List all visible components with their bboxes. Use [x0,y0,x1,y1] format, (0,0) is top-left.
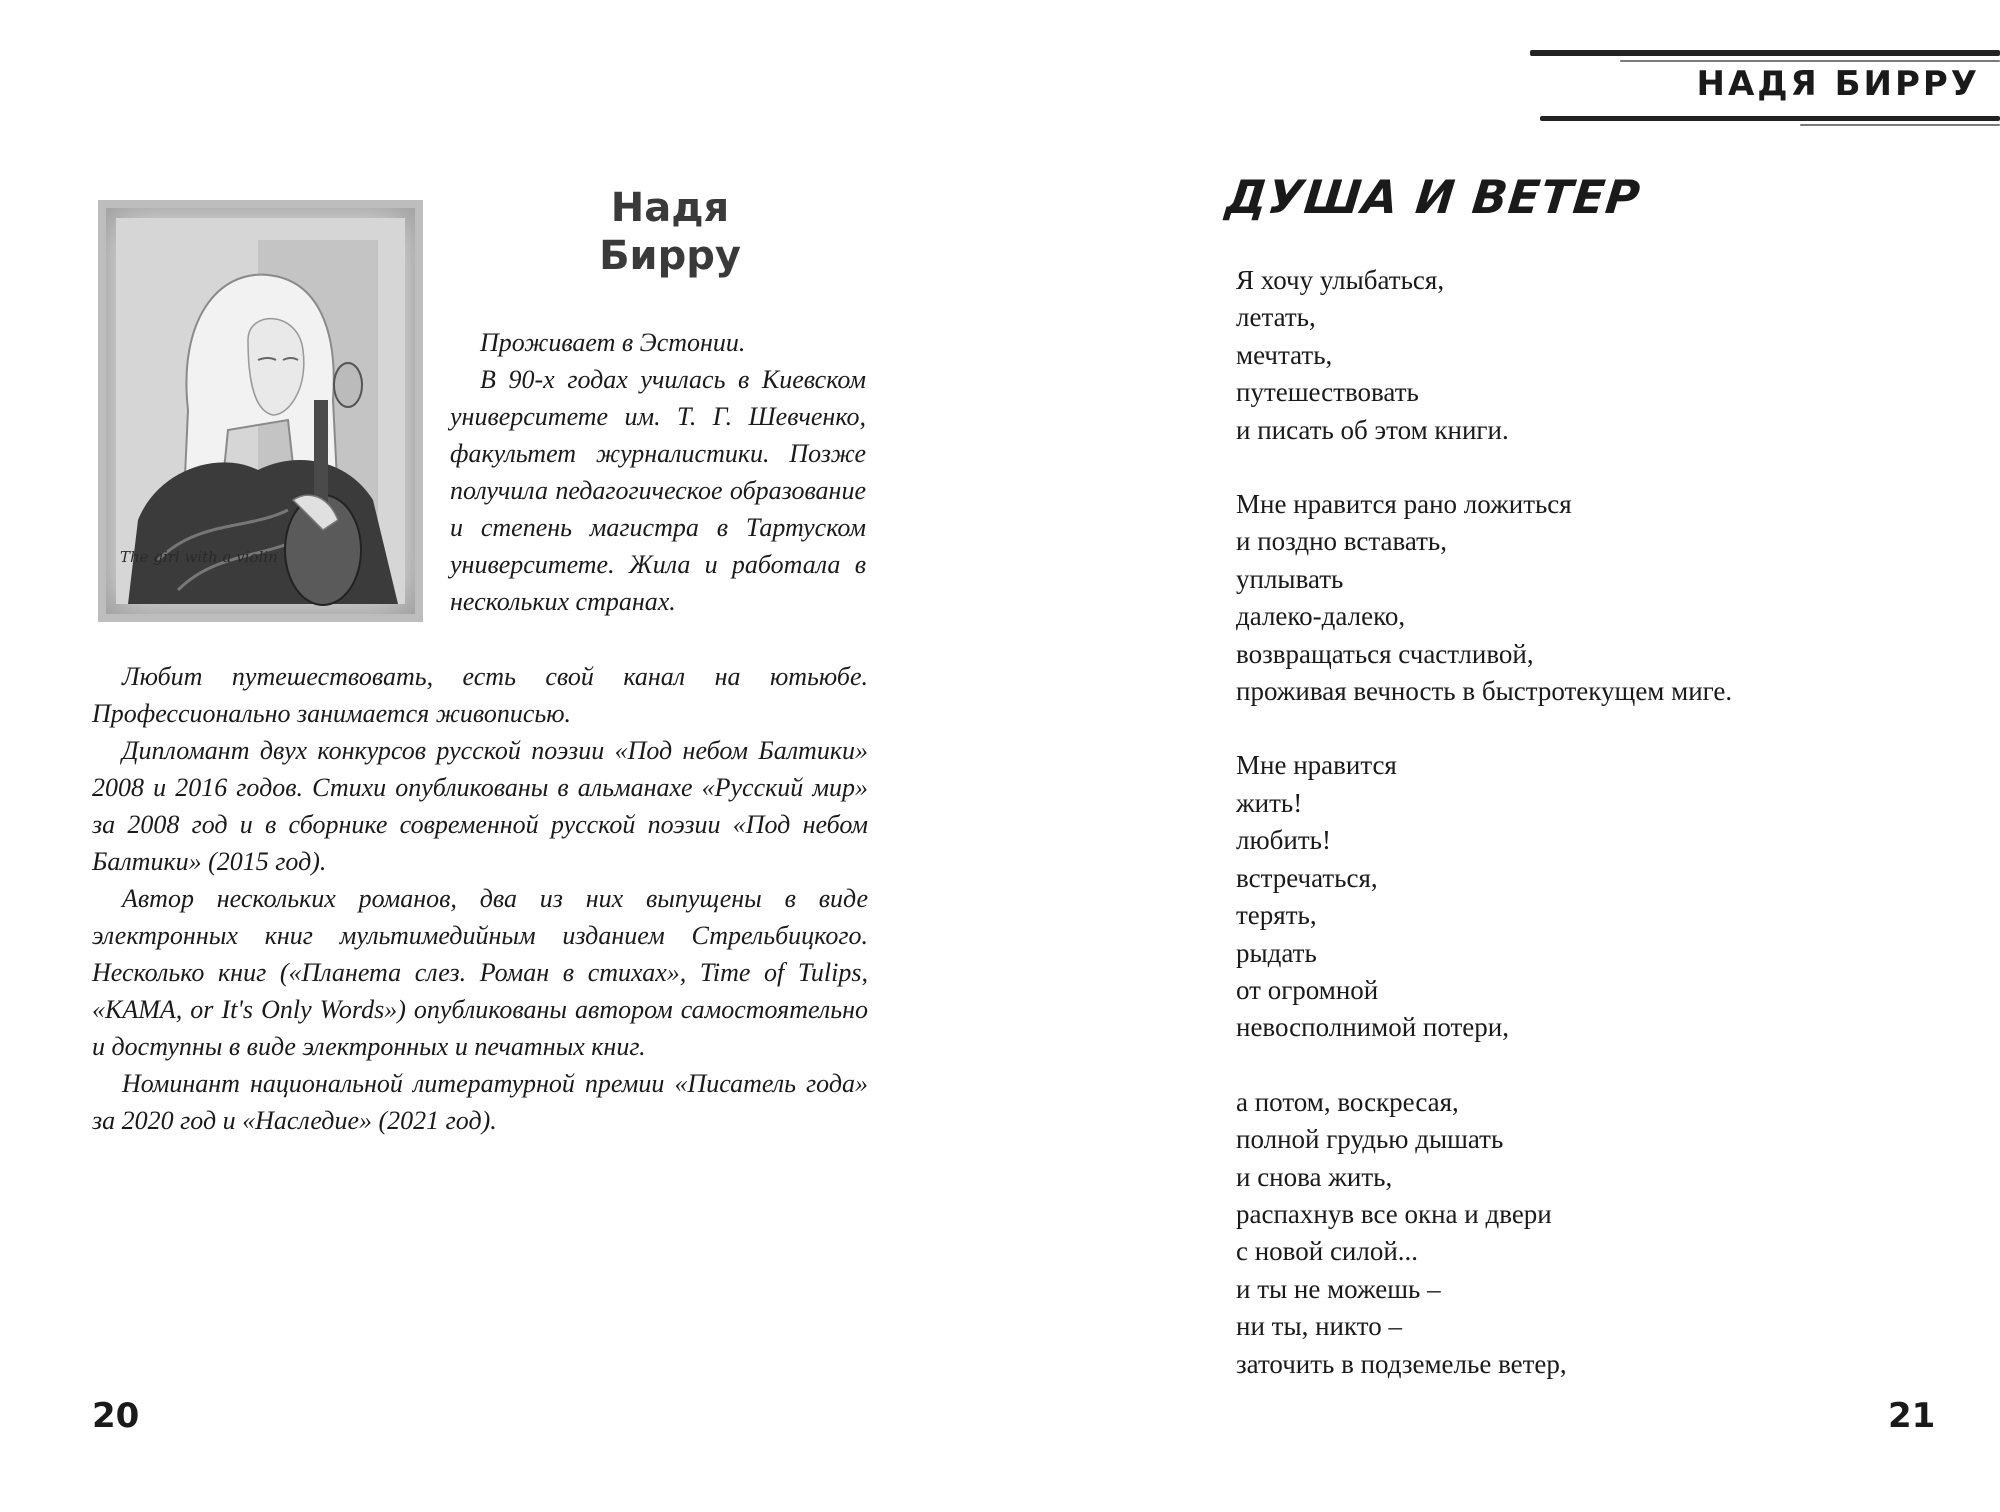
poem-line: встречаться, [1236,862,1378,893]
author-portrait [98,200,423,622]
poem-line: Мне нравится рано ложиться [1236,489,1572,520]
poem-line: проживая вечность в быстротекущем миге. [1236,676,1733,707]
poem-line: Я хочу улыбаться, [1236,265,1445,295]
poem-line: рыдать [1236,937,1317,968]
poem-line: Мне нравится [1236,750,1397,781]
poem-stanza [1236,486,1936,710]
poem-stanza [1236,1084,1936,1383]
poem-line: с новой силой... [1236,1236,1419,1267]
poem-line: уплывать [1236,563,1344,594]
author-name-heading [520,184,820,280]
bio-intro [450,324,866,620]
poem-line: возвращаться счастливой, [1236,638,1534,669]
poem-line: полной грудью дышать [1236,1124,1504,1155]
poem-line: невосполнимой потери, [1236,1012,1509,1043]
poem-line: и писать об этом книги. [1236,414,1509,445]
poem-line: и поздно вставать, [1236,526,1447,557]
bio-continued [92,658,868,1139]
poem-line: ни ты, никто – [1236,1311,1402,1342]
poem-title: ДУША И ВЕТЕР [1223,170,1644,224]
poem-line: от огромной [1236,974,1379,1005]
poem-line: терять, [1236,900,1317,931]
bio-paragraph: Номинант национальной литературной премии «Писатель года» за 2020 год и «Наследие» (2021 год). [92,1069,868,1135]
poem-line: заточить в подземелье ветер, [1236,1348,1567,1379]
poem-line: и снова жить, [1236,1161,1393,1192]
poem-stanza [1236,747,1936,1046]
poem-line: и ты не можешь – [1236,1273,1441,1304]
poem-line: летать, [1236,302,1316,333]
poem-stanza [1236,262,1936,449]
poem-line: путешествовать [1236,377,1419,408]
portrait-caption: The girl with a violin [120,548,278,566]
poem-line: распахнув все окна и двери [1236,1198,1552,1229]
poem-body [1236,262,1936,1420]
page-number-left: 20 [92,1396,140,1436]
poem-line: а потом, воскресая, [1236,1086,1459,1117]
bio-paragraph: Любит путешествовать, есть свой канал на ютьюбе. Профессионально занимается живописью. [92,662,868,728]
bio-paragraph: Проживает в Эстонии. [480,328,746,357]
bio-paragraph: Автор нескольких романов, два из них выпущены в виде электронных книг мультимедийным изданием Стрельбицкого. Несколько книг («Планета слез. Роман в стихах», Time of Tulips, «KAMA, or It's Only Words») опубликованы автором самостоятельно и доступны в виде электронных и печатных книг. [92,884,868,1061]
poem-line: любить! [1236,825,1331,856]
poem-line: далеко-далеко, [1236,601,1406,632]
poem-line: мечтать, [1236,339,1333,370]
author-first-name: Надя [610,185,730,231]
running-header-author: НАДЯ БИРРУ [1696,64,1980,104]
bio-paragraph: Дипломант двух конкурсов русской поэзии «Под небом Балтики» 2008 и 2016 годов. Стихи опубликованы в альманахе «Русский мир» за 2008 год и в сборнике современной русской поэзии «Под небом Балтики» (2015 год). [92,736,868,876]
bio-paragraph: В 90-х годах училась в Киевском университете им. Т. Г. Шевченко, факультет журналистики. Позже получила педагогическое образование и степень магистра в Тартуском университете. Жила и работала в нескольких странах. [450,365,866,616]
author-last-name: Бирру [599,233,741,279]
poem-line: жить! [1236,787,1303,818]
page-number-right: 21 [1888,1396,1936,1436]
